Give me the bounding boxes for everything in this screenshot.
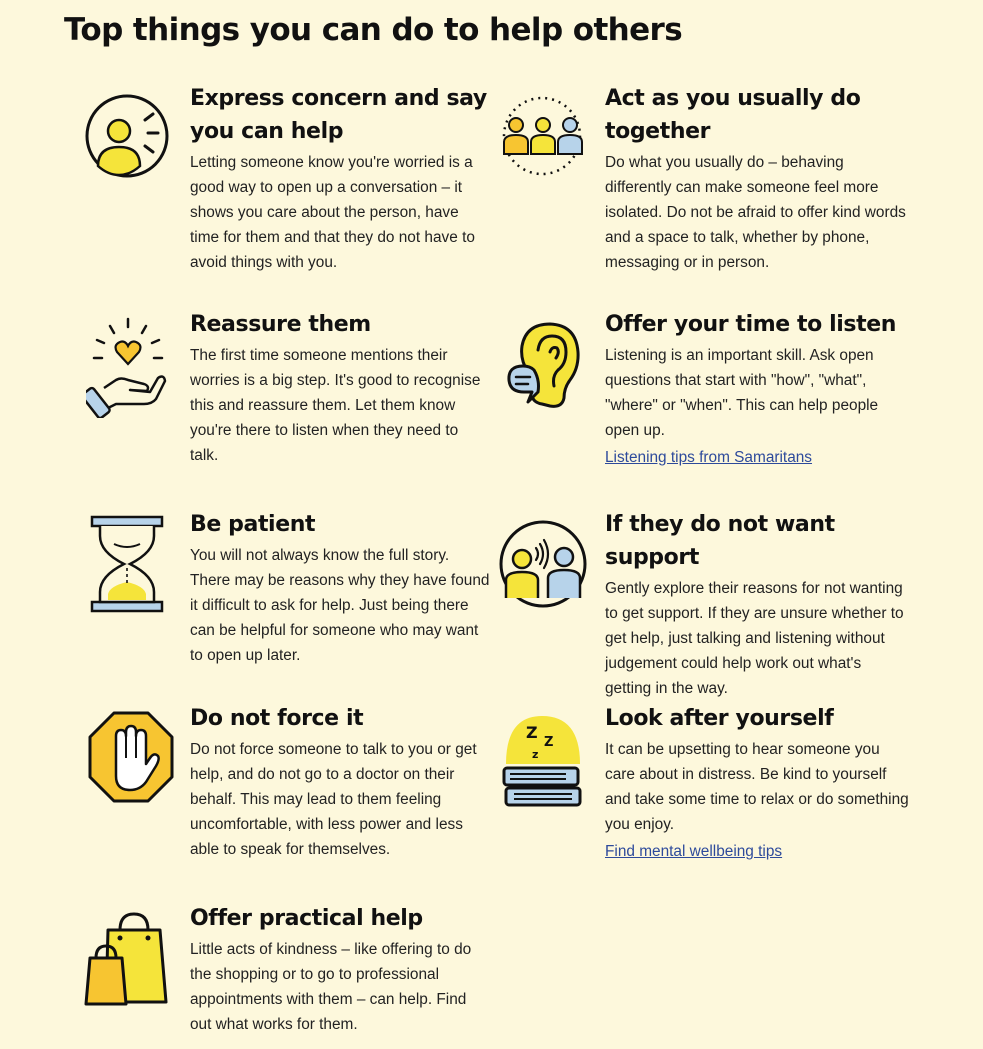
svg-text:z: z bbox=[532, 748, 539, 761]
books-sleeping-icon bbox=[500, 710, 586, 815]
svg-text:Z: Z bbox=[544, 735, 554, 750]
card-title: Express concern and say you can help bbox=[190, 86, 487, 144]
card-title: Act as you usually do together bbox=[605, 86, 861, 144]
card-text: Do what you usually do – behaving differently can make someone feel more isolated. Do not be afraid to offer kind words and a space to talk, whether by phone, messaging or in person. bbox=[605, 154, 906, 271]
mental-wellbeing-tips-link[interactable]: Find mental wellbeing tips bbox=[605, 843, 783, 860]
card-text: The first time someone mentions their worries is a big step. It's good to recognise this and reassure them. Let them know you're there to listen when they need to talk. bbox=[190, 347, 481, 464]
hourglass-icon bbox=[90, 514, 164, 619]
card-text: It can be upsetting to hear someone you care about in distress. Be kind to yourself and take some time to relax or do something you enjoy. bbox=[605, 741, 909, 833]
shopping-bags-icon bbox=[84, 908, 170, 1013]
card-text: Listening is an important skill. Ask open questions that start with "how", "what", "where" or "when". This can help people open up. bbox=[605, 347, 879, 439]
card-text: Gently explore their reasons for not wanting to get support. If they are unsure whether to get help, just talking and listening without judgement could help work out what's getting in the way. bbox=[605, 580, 904, 697]
stop-hand-icon bbox=[86, 708, 176, 813]
card-title: If they do not want support bbox=[605, 512, 835, 570]
hand-holding-heart-icon bbox=[86, 314, 170, 423]
ear-with-speech-bubble-icon bbox=[506, 320, 586, 415]
card-title: Be patient bbox=[190, 512, 316, 537]
card-text: Letting someone know you're worried is a good way to open up a conversation – it shows you care about the person, have time for them and that they do not have to avoid things with you. bbox=[190, 154, 475, 271]
listening-tips-link[interactable]: Listening tips from Samaritans bbox=[605, 449, 813, 466]
card-title: Look after yourself bbox=[605, 706, 834, 731]
svg-text:Z: Z bbox=[526, 723, 538, 742]
card-title: Reassure them bbox=[190, 312, 371, 337]
person-speaking-icon bbox=[84, 86, 174, 191]
card-text: You will not always know the full story. There may be reasons why they have found it difficult to ask for help. Just being there can be helpful for someone who may want to open up later. bbox=[190, 547, 490, 664]
card-title: Offer your time to listen bbox=[605, 312, 897, 337]
card-text: Little acts of kindness – like offering to do the shopping or to go to professional appointments with them – can help. Find out what works for them. bbox=[190, 941, 472, 1033]
page-title: Top things you can do to help others bbox=[64, 12, 683, 48]
two-people-talking-icon bbox=[498, 514, 588, 619]
card-title: Do not force it bbox=[190, 706, 364, 731]
group-of-people-icon bbox=[498, 94, 590, 185]
card-title: Offer practical help bbox=[190, 906, 423, 931]
card-text: Do not force someone to talk to you or get help, and do not go to a doctor on their behalf. This may lead to them feeling uncomfortable, with less power and less able to speak for themselves. bbox=[190, 741, 477, 858]
